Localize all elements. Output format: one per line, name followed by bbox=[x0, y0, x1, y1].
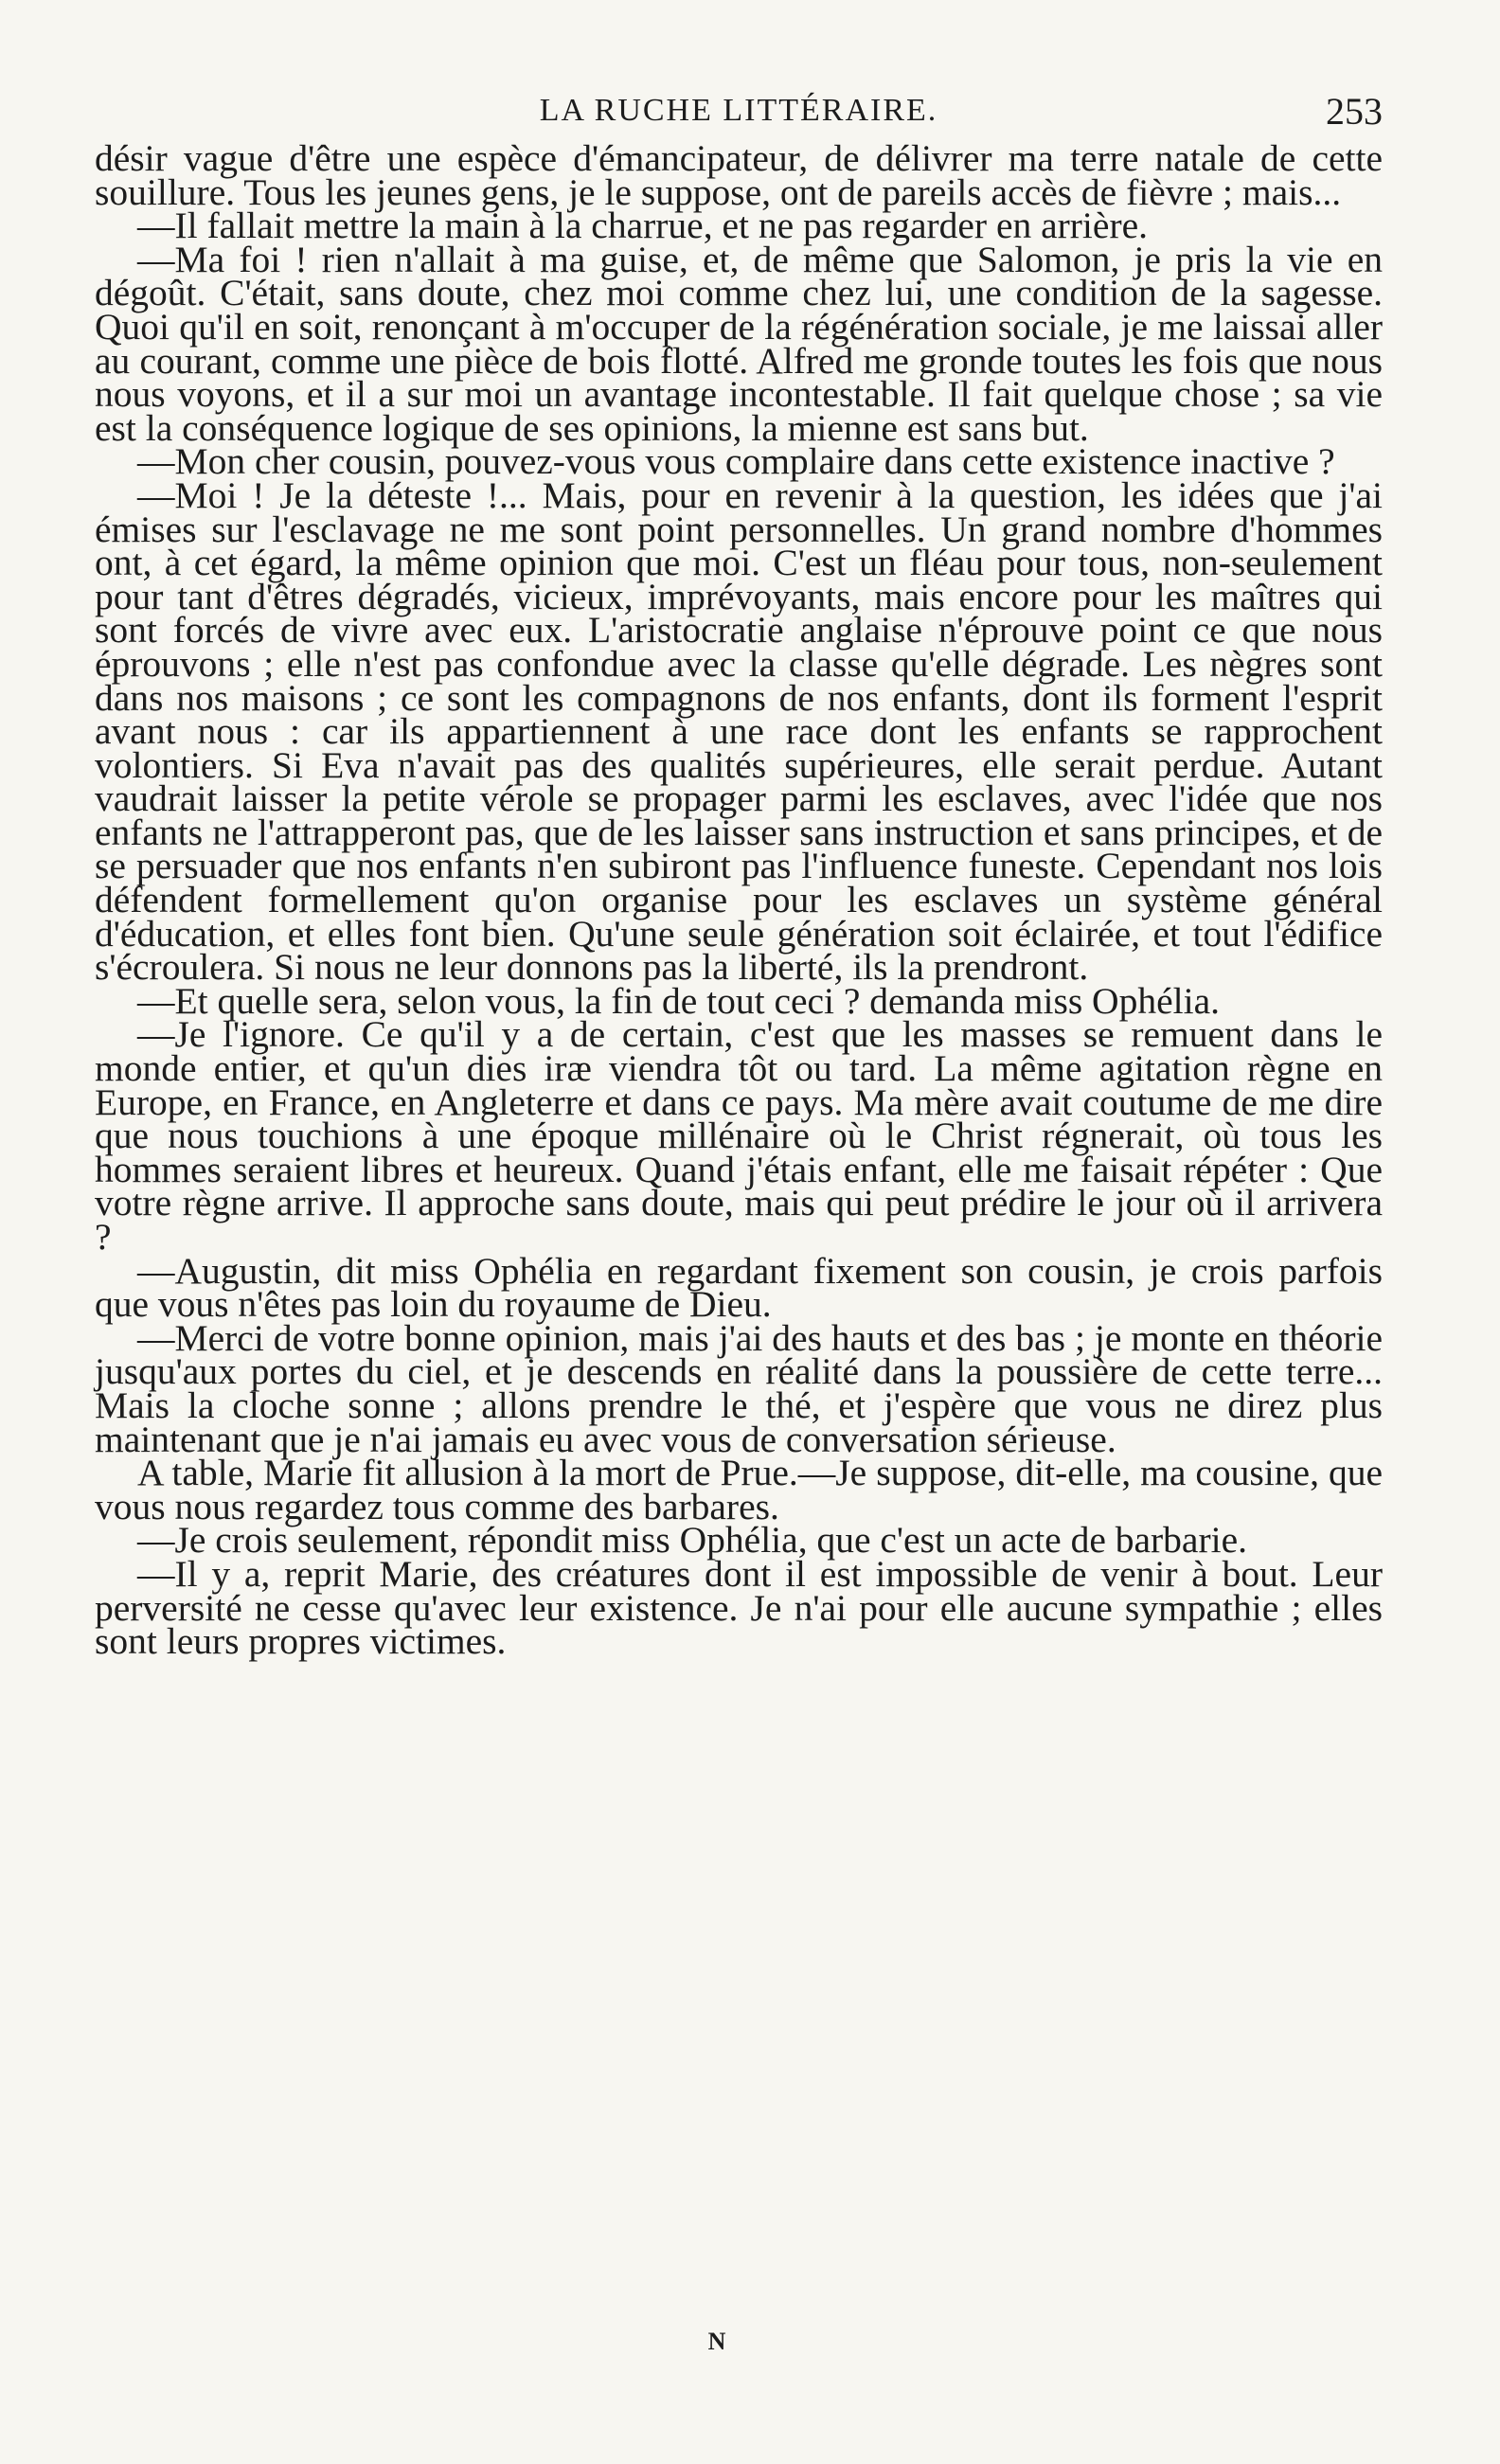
body-text bbox=[95, 137, 1383, 1663]
paragraph: —Et quelle sera, selon vous, la fin de tout ceci ? demanda miss Ophélia. bbox=[137, 979, 1220, 1022]
running-title: LA RUCHE LITTÉRAIRE. bbox=[539, 93, 938, 128]
paragraph: A table, Marie fit allusion à la mort de Prue.—Je suppose, dit-elle, ma cousine, que vous nous regardez tous comme des barbares. bbox=[95, 1452, 1383, 1527]
paragraph: —Mon cher cousin, pouvez-vous vous complaire dans cette existence inactive ? bbox=[137, 440, 1335, 483]
running-head bbox=[95, 87, 1383, 134]
paragraph: —Augustin, dit miss Ophélia en regardant fixement son cousin, je crois parfois que vous n'êtes pas loin du royaume de Dieu. bbox=[95, 1249, 1383, 1326]
paragraph: —Il y a, reprit Marie, des créatures dont il est impossible de venir à bout. Leur perversité ne cesse qu'avec leur existence. Je n'ai pour elle aucune sympathie ; elles sont leurs propres victimes. bbox=[95, 1552, 1383, 1663]
paragraph: —Il fallait mettre la main à la charrue, et ne pas regarder en arrière. bbox=[137, 205, 1149, 247]
paragraph: —Je crois seulement, répondit miss Ophélia, que c'est un acte de barbarie. bbox=[137, 1519, 1247, 1562]
paragraph: désir vague d'être une espèce d'émancipateur, de délivrer ma terre natale de cette souillure. Tous les jeunes gens, je le suppose, ont de pareils accès de fièvre ; mais... bbox=[95, 137, 1383, 213]
paragraph: —Je l'ignore. Ce qu'il y a de certain, c'est que les masses se remuent dans le monde entier, et qu'un dies iræ viendra tôt ou tard. La même agitation règne en Europe, en France, en Angleterre et dans ce pays. Ma mère avait coutume de me dire que nous touchions à une époque millénaire où le Christ régnerait, où tous les hommes seraient libres et heureux. Quand j'étais enfant, elle me faisait répéter : Que votre règne arrive. Il approche sans doute, mais qui peut prédire le jour où il arrivera ? bbox=[95, 1013, 1383, 1258]
signature-mark: N bbox=[707, 2328, 726, 2355]
paragraph: —Moi ! Je la déteste !... Mais, pour en revenir à la question, les idées que j'ai émises sur l'esclavage ne me sont point personnelles. Un grand nombre d'hommes ont, à cet égard, la même opinion que moi. C'est un fléau pour tous, non-seulement pour tant d'êtres dégradés, vicieux, imprévoyants, mais encore pour les maîtres qui sont forcés de vivre avec eux. L'aristocratie anglaise n'éprouve point ce que nous éprouvons ; elle n'est pas confondue avec la classe qu'elle dégrade. Les nègres sont dans nos maisons ; ce sont les compagnons de nos enfants, dont ils forment l'esprit avant nous : car ils appartiennent à une race dont les enfants se rapprochent volontiers. Si Eva n'avait pas des qualités supérieures, elle serait perdue. Autant vaudrait laisser la petite vérole se propager parmi les esclaves, avec l'idée que nos enfants ne l'attrapperont pas, que de les laisser sans instruction et sans principes, et de se persuader que nos enfants n'en subiront pas l'influence funeste. Cependant nos lois défendent formellement qu'on organise pour les esclaves un système général d'éducation, et elles font bien. Qu'une seule génération soit éclairée, et tout l'édifice s'écroulera. Si nous ne leur donnons pas la liberté, ils la prendront. bbox=[95, 473, 1383, 989]
paragraph: —Ma foi ! rien n'allait à ma guise, et, de même que Salomon, je pris la vie en dégoût. C'était, sans doute, chez moi comme chez lui, une condition de la sagesse. Quoi qu'il en soit, renonçant à m'occuper de la régénération sociale, je me laissai aller au courant, comme une pièce de bois flotté. Alfred me gronde toutes les fois que nous nous voyons, et il a sur moi un avantage incontestable. Il fait quelque chose ; sa vie est la conséquence logique de ses opinions, la mienne est sans but. bbox=[95, 238, 1383, 449]
page-number: 253 bbox=[1326, 90, 1383, 133]
paragraph: —Merci de votre bonne opinion, mais j'ai des hauts et des bas ; je monte en théorie jusqu'aux portes du ciel, et je descends en réalité dans la poussière de cette terre... Mais la cloche sonne ; allons prendre le thé, et j'espère que vous ne direz plus maintenant que je n'ai jamais eu avec vous de conversation sérieuse. bbox=[95, 1316, 1383, 1460]
